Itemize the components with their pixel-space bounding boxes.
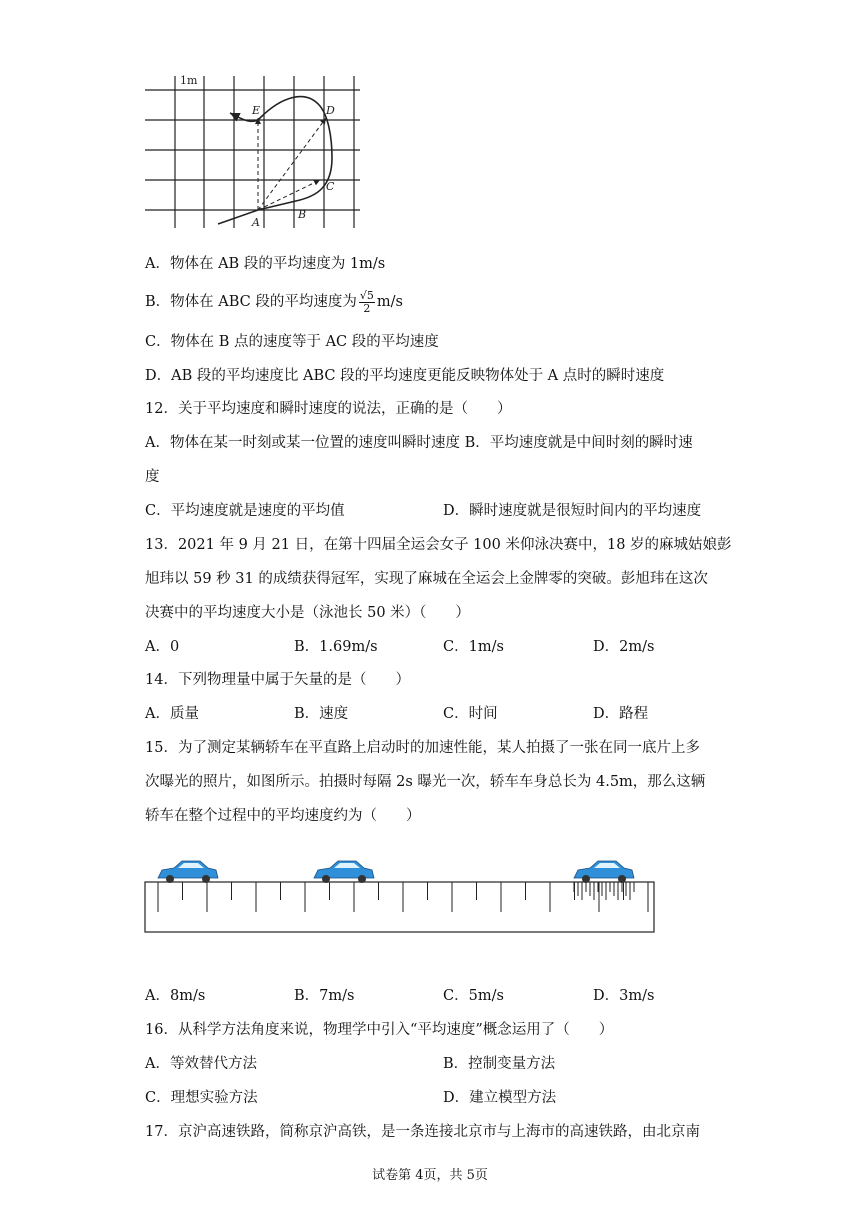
q15-line2: 次曝光的照片，如图所示。拍摄时每隔 2s 曝光一次，轿车车身总长为 4.5m，那么这辆 — [145, 774, 706, 790]
q14-option-c: C．时间 — [443, 706, 498, 722]
q13-option-c: C．1m/s — [443, 639, 504, 655]
q16-option-a: A．等效替代方法 — [145, 1056, 257, 1072]
q15-line1: 15．为了测定某辆轿车在平直路上启动时的加速性能，某人拍摄了一张在同一底片上多 — [145, 740, 700, 756]
point-label-e: E — [252, 104, 261, 117]
grid-lines — [145, 76, 360, 228]
q17-line1: 17．京沪高速铁路，简称京沪高铁，是一条连接北京市与上海市的高速铁路，由北京南 — [145, 1124, 700, 1140]
fraction-denominator: 2 — [363, 301, 371, 315]
q12-option-c: C．平均速度就是速度的平均值 — [145, 503, 345, 519]
point-label-b: B — [298, 208, 307, 221]
q15-option-d: D．3m/s — [593, 988, 655, 1004]
q13-line2: 旭玮以 59 秒 31 的成绩获得冠军，实现了麻城在全运会上金牌零的突破。彭旭玮在这次 — [145, 571, 708, 587]
unit-label: 1m — [180, 74, 198, 87]
q13-option-d: D．2m/s — [593, 639, 655, 655]
car-1 — [158, 861, 218, 883]
q11-option-a: A．物体在 AB 段的平均速度为 1m/s — [145, 256, 386, 272]
q11-option-c: C．物体在 B 点的速度等于 AC 段的平均速度 — [145, 334, 439, 350]
dashed-ac — [258, 180, 320, 210]
q11-option-b-unit: m/s — [376, 294, 403, 310]
q15-option-c: C．5m/s — [443, 988, 504, 1004]
q12-line2: 度 — [145, 469, 160, 485]
q14-option-b: B．速度 — [294, 706, 349, 722]
dashed-ad — [258, 118, 326, 210]
q13-line3: 决赛中的平均速度大小是（泳池长 50 米）（ ） — [145, 605, 470, 621]
point-label-c: C — [326, 180, 335, 193]
car-3 — [574, 861, 634, 883]
q11-option-b — [145, 284, 403, 320]
q15-line3: 轿车在整个过程中的平均速度约为（ ） — [145, 808, 421, 824]
q16-option-c: C．理想实验方法 — [145, 1090, 258, 1106]
q15-option-a: A．8m/s — [145, 988, 206, 1004]
q13-option-a: A．0 — [145, 639, 180, 655]
q16-option-d: D．建立模型方法 — [443, 1090, 557, 1106]
q11-option-b-text: B．物体在 ABC 段的平均速度为 — [145, 294, 357, 310]
q12-option-d: D．瞬时速度就是很短时间内的平均速度 — [443, 503, 702, 519]
q14-option-d: D．路程 — [593, 706, 649, 722]
car-exposure-figure — [144, 856, 664, 936]
q13-line1: 13．2021 年 9 月 21 日，在第十四届全运会女子 100 米仰泳决赛中，18 岁的麻城姑娘彭 — [145, 537, 732, 553]
q13-option-b: B．1.69m/s — [294, 639, 378, 655]
q16-stem: 16．从科学方法角度来说，物理学中引入“平均速度”概念运用了（ ） — [145, 1022, 614, 1038]
q16-option-b: B．控制变量方法 — [443, 1056, 556, 1072]
car-2 — [314, 861, 374, 883]
q12-stem: 12．关于平均速度和瞬时速度的说法，正确的是（ ） — [145, 401, 512, 417]
ruler-ticks — [158, 882, 648, 912]
q11-option-d: D．AB 段的平均速度比 ABC 段的平均速度更能反映物体处于 A 点时的瞬时速度 — [145, 368, 665, 384]
page-footer: 试卷第 4页，共 5页 — [372, 1168, 488, 1183]
q15-option-b: B．7m/s — [294, 988, 355, 1004]
q14-stem: 14．下列物理量中属于矢量的是（ ） — [145, 672, 410, 688]
fraction-numerator: √5 — [359, 288, 374, 302]
q12-line1: A．物体在某一时刻或某一位置的速度叫瞬时速度 B．平均速度就是中间时刻的瞬时速 — [145, 435, 693, 451]
point-label-d: D — [326, 104, 335, 117]
q14-option-a: A．质量 — [145, 706, 199, 722]
fraction-root5-over-2 — [359, 290, 375, 315]
trajectory-curve — [218, 97, 332, 224]
point-label-a: A — [252, 216, 260, 229]
trajectory-grid-figure — [140, 68, 360, 228]
